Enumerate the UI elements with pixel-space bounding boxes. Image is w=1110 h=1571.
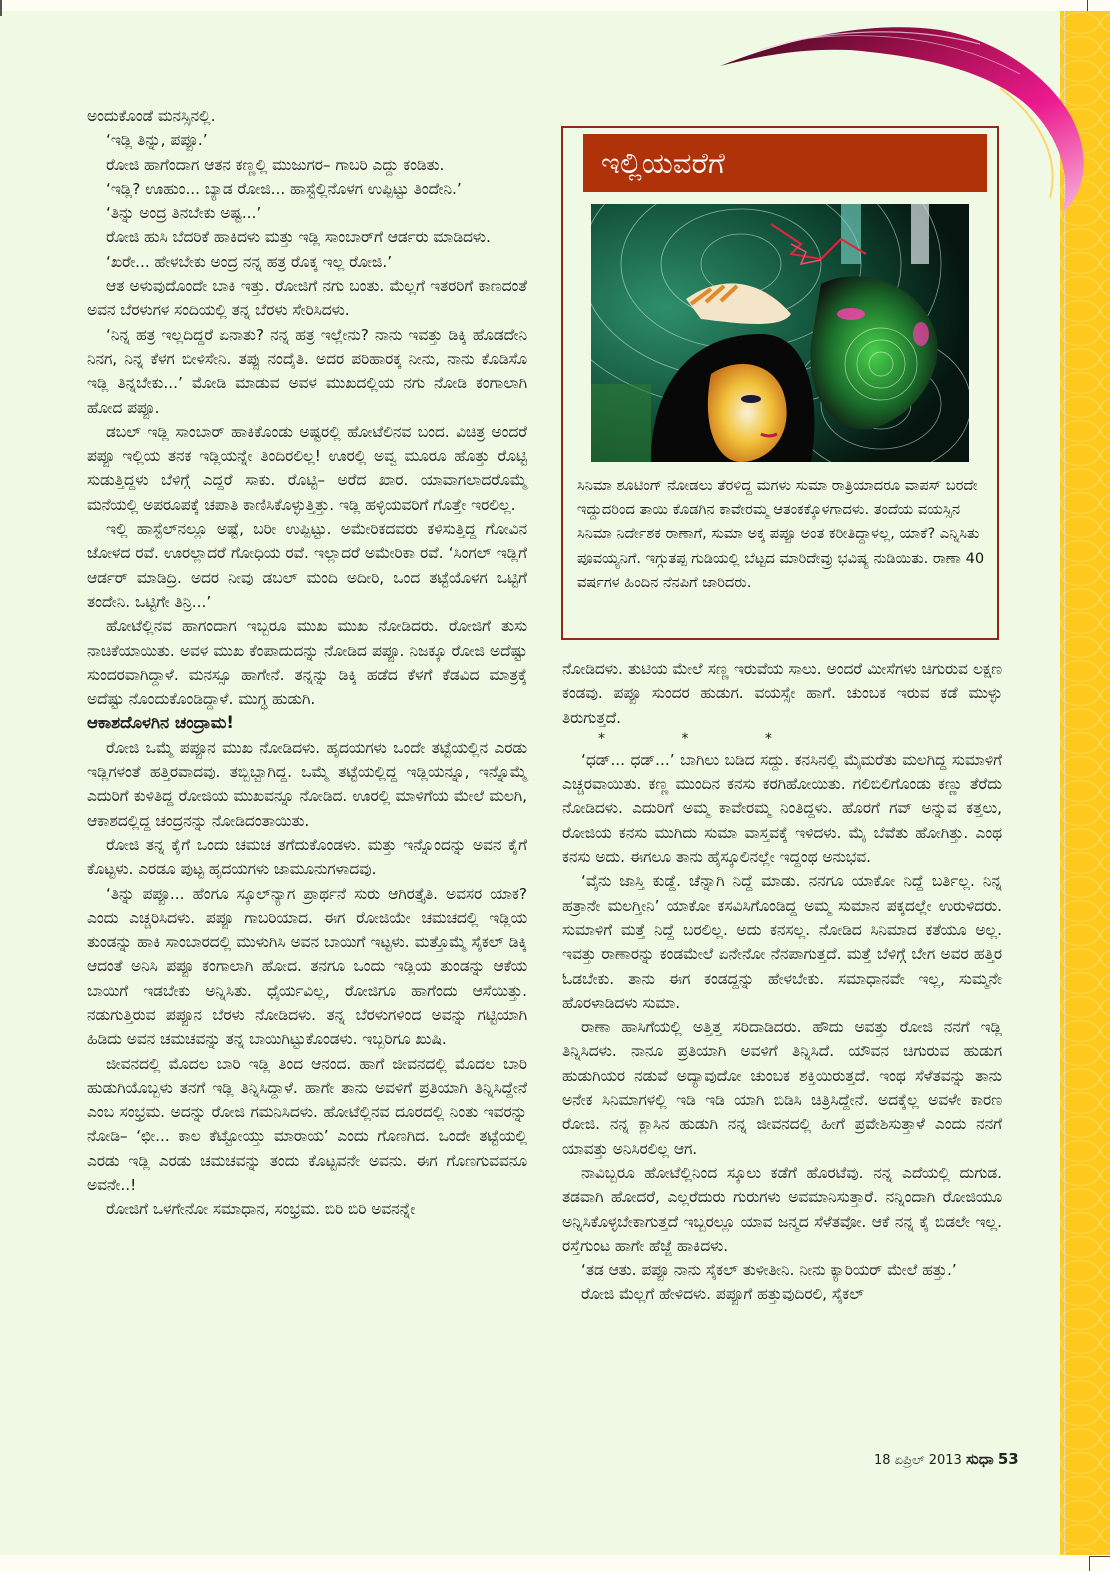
story-illustration xyxy=(591,204,969,462)
section-subheading: ಆಕಾಶದೊಳಗಿನ ಚಂದ್ರಾಮ! xyxy=(87,713,234,733)
paragraph: ಆತ ಅಳುವುದೊಂದೇ ಬಾಕಿ ಇತ್ತು. ರೋಜಿಗೆ ನಗು ಬಂತು. ಮೆಲ್ಲಗೆ ಇತರರಿಗೆ ಕಾಣದಂತೆ ಅವನ ಬೆರಳುಗಳ ಸಂದಿಯಲ್ಲಿ ತನ್ನ ಬೆರಳು ಸೇರಿಸಿದಳು. xyxy=(87,277,527,320)
paragraph: ಹೋಟೆಲ್ಲಿನವ ಹಾಗಂದಾಗ ಇಬ್ಬರೂ ಮುಖ ಮುಖ ನೋಡಿದರು. ರೋಜಿಗೆ ತುಸು ನಾಚಿಕೆಯಾಯಿತು. ಅವಳ ಮುಖ ಕೆಂಪಾದುದನ್ನು ನೋಡಿದ ಪಪ್ಪೂ. ನಿಜಕ್ಕೂ ರೋಜಿ ಅದೆಷ್ಟು ಸುಂದರವಾಗಿದ್ದಾಳೆ. ಮನಸ್ಸೂ ಹಾಗೇನೆ. ತನ್ನನ್ನು ಡಿಕ್ಕಿ ಹಡೆದ ಕೆಳಗೆ ಕೆಡವಿದ ಮಾತ್ರಕ್ಕೆ ಅದೆಷ್ಟು ನೊಂದುಕೊಂಡಿದ್ದಾಳೆ. ಮುಗ್ಧ ಹುಡುಗಿ. xyxy=(87,617,527,709)
paragraph: ಡಬಲ್ ಇಡ್ಲಿ ಸಾಂಬಾರ್ ಹಾಕಿಕೊಂಡು ಅಷ್ಟರಲ್ಲಿ ಹೋಟೆಲಿನವ ಬಂದ. ವಿಚಿತ್ರ ಅಂದರೆ ಪಪ್ಪೂ ಇಲ್ಲಿಯ ತನಕ ಇಡ್ಲಿಯನ್ನೇ ತಿಂದಿರಲಿಲ್ಲ! ಊರಲ್ಲಿ ಅವ್ವ ಮೂರೂ ಹೊತ್ತು ರೊಟ್ಟಿ ಸುಡುತ್ತಿದ್ದಳು ಬೆಳಿಗ್ಗೆ ಎದ್ದರೆ ಸಾಕು. ರೊಟ್ಟಿ– ಅರೆದ ಖಾರ. ಯಾವಾಗಲಾದರೊಮ್ಮೆ ಮನೆಯಲ್ಲಿ ಅಪರೂಪಕ್ಕೆ ಚಪಾತಿ ಕಾಣಿಸಿಕೊಳ್ಳುತ್ತಿತ್ತು. ಇಡ್ಲಿ ಹಳ್ಳಿಯವರಿಗೆ ಗೊತ್ತೇ ಇರಲಿಲ್ಲ. xyxy=(87,422,527,514)
paragraph: ‘ತಡ ಆತು. ಪಪ್ಪೂ ನಾನು ಸೈಕಲ್ ತುಳೀತೀನಿ. ನೀನು ಕ್ಯಾರಿಯರ್ ಮೇಲೆ ಹತ್ತು.’ xyxy=(581,1261,957,1280)
crop-mark xyxy=(1089,1556,1110,1571)
article-right-column xyxy=(562,657,1002,1307)
story-so-far-box xyxy=(561,126,999,640)
paragraph: ನಾವಿಬ್ಬರೂ ಹೋಟೆಲ್ಲಿನಿಂದ ಸ್ಕೂಲು ಕಡೆಗೆ ಹೊರಟೆವು. ನನ್ನ ಎದೆಯಲ್ಲಿ ದುಗುಡ. ತಡವಾಗಿ ಹೋದರೆ, ಎಲ್ಲರೆದುರು ಗುರುಗಳು ಅವಮಾನಿಸುತ್ತಾರೆ. ನನ್ನಿಂದಾಗಿ ರೋಜಿಯೂ ಅನ್ನಿಸಿಕೊಳ್ಳಬೇಕಾಗುತ್ತದೆ ಇಬ್ಬರಲ್ಲೂ ಯಾವ ಜನ್ಮದ ಸೆಳೆತವೋ. ಆಕೆ ನನ್ನ ಕೈ ಬಿಡಲೇ ಇಲ್ಲ. ರಸ್ತೆಗುಂಟ ಹಾಗೇ ಹೆಜ್ಜೆ ಹಾಕಿದಳು. xyxy=(562,1163,1002,1255)
paragraph: ‘ಧಡ್... ಧಡ್...’ ಬಾಗಿಲು ಬಡಿದ ಸದ್ದು. ಕನಸಿನಲ್ಲಿ ಮೈಮರೆತು ಮಲಗಿದ್ದ ಸುಮಾಳಿಗೆ ಎಚ್ಚರವಾಯಿತು. ಕಣ್ಣ ಮುಂದಿನ ಕನಸು ಕರಗಿಹೋಯಿತು. ಗಲಿಬಿಲಿಗೊಂಡು ಕಣ್ಣು ತೆರೆದು ನೋಡಿದಳು. ಎದುರಿಗೆ ಅಮ್ಮ ಕಾವೇರಮ್ಮ ನಿಂತಿದ್ದಳು. ಹೊರಗೆ ಗವ್ ಅನ್ನುವ ಕತ್ತಲು, ರೋಜಿಯ ಕನಸು ಮುಗಿದು ಸುಮಾ ವಾಸ್ತವಕ್ಕೆ ಇಳಿದಳು. ಮೈ ಬೆವೆತು ಹೋಗಿತ್ತು. ಎಂಥ ಕನಸು ಅದು. ಈಗಲೂ ತಾನು ಹೈಸ್ಕೂಲಿನಲ್ಲೇ ಇದ್ದಂಥ ಅನುಭವ. xyxy=(562,750,1002,867)
paragraph: ನೋಡಿದಳು. ತುಟಿಯ ಮೇಲೆ ಸಣ್ಣ ಇರುವೆಯ ಸಾಲು. ಅಂದರೆ ಮೀಸೆಗಳು ಚಿಗುರುವ ಲಕ್ಷಣ ಕಂಡವು. ಪಪ್ಪೂ ಸುಂದರ ಹುಡುಗ. ವಯಸ್ಸೇ ಹಾಗೆ. ಚುಂಬಕ ಇರುವ ಕಡೆ ಮುಳ್ಳು ತಿರುಗುತ್ತದೆ. xyxy=(562,660,1002,727)
story-so-far-summary: ಸಿನಿಮಾ ಶೂಟಿಂಗ್ ನೋಡಲು ತೆರಳಿದ್ದ ಮಗಳು ಸುಮಾ ರಾತ್ರಿಯಾದರೂ ವಾಪಸ್ ಬರದೇ ಇದ್ದುದರಿಂದ ತಾಯಿ ಕೊಡಗಿನ ಕಾವೇರಮ್ಮ ಆತಂಕಕ್ಕೊಳಗಾದಳು. ತಂದೆಯ ವಯಸ್ಸಿನ ಸಿನಿಮಾ ನಿರ್ದೇಶಕ ರಾಣಾಗೆ, ಸುಮಾ ಅಕ್ಕ ಪಪ್ಪೂ ಅಂತ ಕರೀತಿದ್ದಾಳಲ್ಲ, ಯಾಕೆ? ಎನ್ನಿಸಿತು ಪೂವಯ್ಯನಿಗೆ. ಇಗ್ಗುತಪ್ಪ ಗುಡಿಯಲ್ಲಿ ಬೆಟ್ಟದ ಮಾರಿದೇವ್ರು ಭವಿಷ್ಯ ನುಡಿಯಿತು. ರಾಣಾ 40 ವರ್ಷಗಳ ಹಿಂದಿನ ನೆನಪಿಗೆ ಜಾರಿದರು. xyxy=(577,477,985,591)
section-separator: * * * xyxy=(598,730,808,747)
paragraph: ರೋಜಿ ಒಮ್ಮೆ ಪಪ್ಪೂನ ಮುಖ ನೋಡಿದಳು. ಹೃದಯಗಳು ಒಂದೇ ತಟ್ಟೆಯಲ್ಲಿನ ಎರಡು ಇಡ್ಲಿಗಳಂತೆ ಹತ್ತಿರವಾದವು. ತಬ್ಬಿಬ್ಬಾಗಿದ್ದ. ಒಮ್ಮೆ ತಟ್ಟೆಯಲ್ಲಿದ್ದ ಇಡ್ಲಿಯನ್ನೂ, ಇನ್ನೊಮ್ಮೆ ಎದುರಿಗೆ ಕುಳಿತಿದ್ದ ರೋಜಿಯ ಮುಖವನ್ನೂ ನೋಡಿದ. ಊರಲ್ಲಿ ಮಾಳಿಗೆಯ ಮೇಲೆ ಮಲಗಿ, ಆಕಾಶದಲ್ಲಿದ್ದ ಚಂದ್ರನನ್ನು ನೋಡಿದಂತಾಯಿತು. xyxy=(87,738,527,830)
paragraph: ಇಲ್ಲಿ ಹಾಸ್ಟೆಲ್‌ನಲ್ಲೂ ಅಷ್ಟೆ, ಬರೀ ಉಪ್ಪಿಟ್ಟು. ಅಮೇರಿಕದವರು ಕಳಿಸುತ್ತಿದ್ದ ಗೋವಿನ ಜೋಳದ ರವೆ. ಊರಲ್ಲಾದರೆ ಗೋಧಿಯ ರವೆ. ಇಲ್ಲಾದರೆ ಅಮೇರಿಕಾ ರವೆ. ‘ಸಿಂಗಲ್ ಇಡ್ಲಿಗೆ ಆರ್ಡರ್ ಮಾಡಿದ್ರಿ. ಅದರ ನೀವು ಡಬಲ್ ಮಂದಿ ಅದೀರಿ, ಒಂದ ತಟ್ಟೆಯೊಳಗ ಒಟ್ಟಿಗೆ ತಂದೇನಿ. ಒಟ್ಟಿಗೇ ತಿನ್ರಿ...’ xyxy=(87,520,527,611)
paragraph: ‘ಖರೇ... ಹೇಳಬೇಕು ಅಂದ್ರ ನನ್ನ ಹತ್ರ ರೊಕ್ಕ ಇಲ್ಲ ರೋಜಿ.’ xyxy=(106,252,393,271)
paragraph: ರೋಜಿ ಹಾಗೆಂದಾಗ ಆತನ ಕಣ್ಣಲ್ಲಿ ಮುಜುಗರ– ಗಾಬರಿ ಎದ್ದು ಕಂಡಿತು. xyxy=(106,155,445,174)
paragraph: ‘ತಿನ್ನು ಪಪ್ಪೂ... ಹೆಂಗೂ ಸ್ಕೂಲ್‌ನ್ಯಾಗ ಪ್ರಾರ್ಥನೆ ಸುರು ಆಗಿರತ್ತೈತಿ. ಅವಸರ ಯಾಕ? ಎಂದು ಎಚ್ಚರಿಸಿದಳು. ಪಪ್ಪೂ ಗಾಬರಿಯಾದ. ಈಗ ರೋಜಿಯೇ ಚಮಚದಲ್ಲಿ ಇಡ್ಲಿಯ ತುಂಡನ್ನು ಹಾಕಿ ಸಾಂಬಾರದಲ್ಲಿ ಮುಳುಗಿಸಿ ಅವನ ಬಾಯಿಗೆ ಇಟ್ಟಳು. ಮತ್ತೊಮ್ಮೆ ಸೈಕಲ್ ಡಿಕ್ಕಿ ಆದಂತೆ ಅನಿಸಿ ಪಪ್ಪೂ ಕಂಗಾಲಾಗಿ ಹೋದ. ತನಗೂ ಒಂದು ಇಡ್ಲಿಯ ತುಂಡನ್ನು ಆಕೆಯ ಬಾಯಿಗೆ ಇಡಬೇಕು ಅನ್ನಿಸಿತು. ಧೈರ್ಯವಿಲ್ಲ, ರೋಜಿಗೂ ಹಾಗೆಂದು ಆಸೆಯಿತ್ತು. ನಡುಗುತ್ತಿರುವ ಪಪ್ಪೂನ ಬೆರಳು ನೋಡಿದಳು. ತನ್ನ ಬೆರಳುಗಳಿಂದ ಅವನ್ನು ಗಟ್ಟಿಯಾಗಿ ಹಿಡಿದು ಅವನ ಚಮಚವನ್ನು ತನ್ನ ಬಾಯಿಗಿಟ್ಟುಕೊಂಡಳು. ಇಬ್ಬರಿಗೂ ಖುಷಿ. xyxy=(87,884,527,1049)
paragraph: ರೋಜಿ ಮೆಲ್ಲಗೆ ಹೇಳಿದಳು. ಪಪ್ಪೂಗೆ ಹತ್ತುವುದಿರಲಿ, ಸೈಕಲ್ xyxy=(581,1285,864,1304)
story-so-far-title: ಇಲ್ಲಿಯವರೆಗೆ xyxy=(583,134,987,192)
paragraph: ರೋಜಿ ತನ್ನ ಕೈಗೆ ಒಂದು ಚಮಚ ತಗೆದುಕೊಂಡಳು. ಮತ್ತು ಇನ್ನೊಂದನ್ನು ಅವನ ಕೈಗೆ ಕೊಟ್ಟಳು. ಎರಡೂ ಪುಟ್ಟ ಹೃದಯಗಳು ಜಾಮೂನುಗಳಾದವು. xyxy=(87,835,527,879)
paragraph: ‘ಇಡ್ಲಿ? ಊಹುಂ... ಬ್ಯಾಡ ರೋಜಿ... ಹಾಸ್ಟೆಲ್ಲಿನೊಳಗ ಉಪ್ಪಿಟ್ಟು ತಿಂದೇನಿ.’ xyxy=(106,179,462,198)
crop-mark xyxy=(0,0,2,16)
page-footer xyxy=(874,1450,1019,1468)
paragraph: ರಾಣಾ ಹಾಸಿಗೆಯಲ್ಲಿ ಅತ್ತಿತ್ತ ಸರಿದಾಡಿದರು. ಹೌದು ಅವತ್ತು ರೋಜಿ ನನಗೆ ಇಡ್ಲಿ ತಿನ್ನಿಸಿದಳು. ನಾನೂ ಪ್ರತಿಯಾಗಿ ಅವಳಿಗೆ ತಿನ್ನಿಸಿದೆ. ಯೌವನ ಚಿಗುರುವ ಹುಡುಗ ಹುಡುಗಿಯರ ನಡುವೆ ಅದ್ಯಾವುದೋ ಚುಂಬಕ ಶಕ್ತಿಯಿರುತ್ತದೆ. ಇಂಥ ಸೆಳೆತವನ್ನು ತಾನು ಅನೇಕ ಸಿನಿಮಾಗಳಲ್ಲಿ ಇಡಿ ಇಡಿ ಯಾಗಿ ಬಿಡಿಸಿ ಚಿತ್ರಿಸಿದ್ದೇನೆ. ಅದಕ್ಕೆಲ್ಲ ಅವಳೇ ಕಾರಣ ರೋಜಿ. ನನ್ನ ಕ್ಲಾಸಿನ ಹುಡುಗಿ ನನ್ನ ಜೀವನದಲ್ಲಿ ಹೀಗೆ ಪ್ರವೇಶಿಸುತ್ತಾಳೆ ಎಂದು ನನಗೆ ಯಾವತ್ತು ಅನಿಸಿರಲಿಲ್ಲ ಆಗ. xyxy=(562,1018,1002,1158)
decorative-side-strip xyxy=(1060,11,1110,1555)
paragraph: ‘ನಿನ್ನ ಹತ್ರ ಇಲ್ಲದಿದ್ದರೆ ಏನಾತು? ನನ್ನ ಹತ್ರ ಇಲ್ಲೇನು? ನಾನು ಇವತ್ತು ಡಿಕ್ಕಿ ಹೊಡದೇನಿ ನಿನಗ, ನಿನ್ನ ಕೆಳಗ ಬೀಳಿಸೇನಿ. ತಪ್ಪು ನಂದೈತಿ. ಅದರ ಪರಿಹಾರಕ್ಕ ನೀನು, ನಾನು ಕೊಡಿಸೊ ಇಡ್ಲಿ ತಿನ್ನಬೇಕು...’ ಮೋಡಿ ಮಾಡುವ ಅವಳ ಮುಖದಲ್ಲಿಯ ನಗು ನೋಡಿ ಕಂಗಾಲಾಗಿ ಹೋದ ಪಪ್ಪೂ. xyxy=(87,325,527,417)
page-number: 53 xyxy=(997,1450,1019,1468)
paragraph: ಜೀವನದಲ್ಲಿ ಮೊದಲ ಬಾರಿ ಇಡ್ಲಿ ತಿಂದ ಆನಂದ. ಹಾಗೆ ಜೀವನದಲ್ಲಿ ಮೊದಲ ಬಾರಿ ಹುಡುಗಿಯೊಬ್ಬಳು ತನಗೆ ಇಡ್ಲಿ ತಿನ್ನಿಸಿದ್ದಾಳೆ. ಹಾಗೇ ತಾನು ಅವಳಿಗೆ ಪ್ರತಿಯಾಗಿ ತಿನ್ನಿಸಿದ್ದೇನೆ ಎಂಬ ಸಂಭ್ರಮ. ಅದನ್ನು ರೋಜಿ ಗಮನಿಸಿದಳು. ಹೋಟೆಲ್ಲಿನವ ದೂರದಲ್ಲಿ ನಿಂತು ಇವರನ್ನು ನೋಡಿ– ‘ಛೀ... ಕಾಲ ಕೆಟ್ಟೋಯ್ತು ಮಾರಾಯ’ ಎಂದು ಗೊಣಗಿದ. ಒಂದೇ ತಟ್ಟೆಯಲ್ಲಿ ಎರಡು ಇಡ್ಲಿ ಎರಡು ಚಮಚವನ್ನು ತಂದು ಕೊಟ್ಟವನೇ ಅವನು. ಈಗ ಗೊಣಗುವವನೂ ಅವನೇ..! xyxy=(87,1054,527,1195)
paragraph: ರೋಜಿಗೆ ಒಳಗೇನೋ ಸಮಾಧಾನ, ಸಂಭ್ರಮ. ಬಿರಿ ಬಿರಿ ಅವನನ್ನೇ xyxy=(106,1200,416,1219)
issue-date: 18 ಏಪ್ರಿಲ್ 2013 xyxy=(874,1453,962,1468)
paragraph: ರೋಜಿ ಹುಸಿ ಬೆದರಿಕೆ ಹಾಕಿದಳು ಮತ್ತು ಇಡ್ಲಿ ಸಾಂಬಾರ್‌ಗೆ ಆರ್ಡರು ಮಾಡಿದಳು. xyxy=(106,228,491,247)
magazine-name: ಸುಧಾ xyxy=(965,1450,994,1468)
article-left-column xyxy=(87,104,527,1222)
paragraph: ‘ಇಡ್ಲಿ ತಿನ್ನು, ಪಪ್ಪೂ.’ xyxy=(106,131,208,150)
paragraph: ‘ವೈನು ಜಾಸ್ತಿ ಕುಡ್ದೆ. ಚೆನ್ನಾಗಿ ನಿದ್ದೆ ಮಾಡು. ನನಗೂ ಯಾಕೋ ನಿದ್ದೆ ಬರ್ತಿಲ್ಲ. ನಿನ್ನ ಹತ್ರಾನೇ ಮಲಗ್ತೀನಿ’ ಯಾಕೋ ಕಸವಿಸಿಗೊಂಡಿದ್ದ ಅಮ್ಮ ಸುಮಾನ ಪಕ್ಕದಲ್ಲೇ ಉರುಳಿದರು. ಸುಮಾಳಿಗೆ ಮತ್ತೆ ನಿದ್ದೆ ಬರಲಿಲ್ಲ. ಅದು ಕನಸಲ್ಲ. ನೋಡಿದ ಸಿನಿಮಾದ ಕತೆಯೂ ಅಲ್ಲ. ಇವತ್ತು ರಾಣಾರನ್ನು ಕಂಡಮೇಲೆ ಏನೇನೋ ನೆನಪಾಗುತ್ತದೆ. ಮತ್ತೆ ಬೆಳಿಗ್ಗೆ ಬೇಗ ಅವರ ಹತ್ತಿರ ಓಡಬೇಕು. ತಾನು ಈಗ ಕಂಡದ್ದನ್ನು ಹೇಳಬೇಕು. ಸಮಾಧಾನವೇ ಇಲ್ಲ, ಸುಮ್ಮನೇ ಹೊರಳಾಡಿದಳು ಸುಮಾ. xyxy=(562,872,1002,1012)
paragraph: ಅಂದುಕೊಂಡೆ ಮನಸ್ಸಿನಲ್ಲಿ. xyxy=(87,107,216,125)
paragraph: ‘ತಿನ್ನು ಅಂದ್ರ ತಿನಬೇಕು ಅಷ್ಟ...’ xyxy=(106,204,262,223)
illustration-image-icon xyxy=(591,204,969,462)
